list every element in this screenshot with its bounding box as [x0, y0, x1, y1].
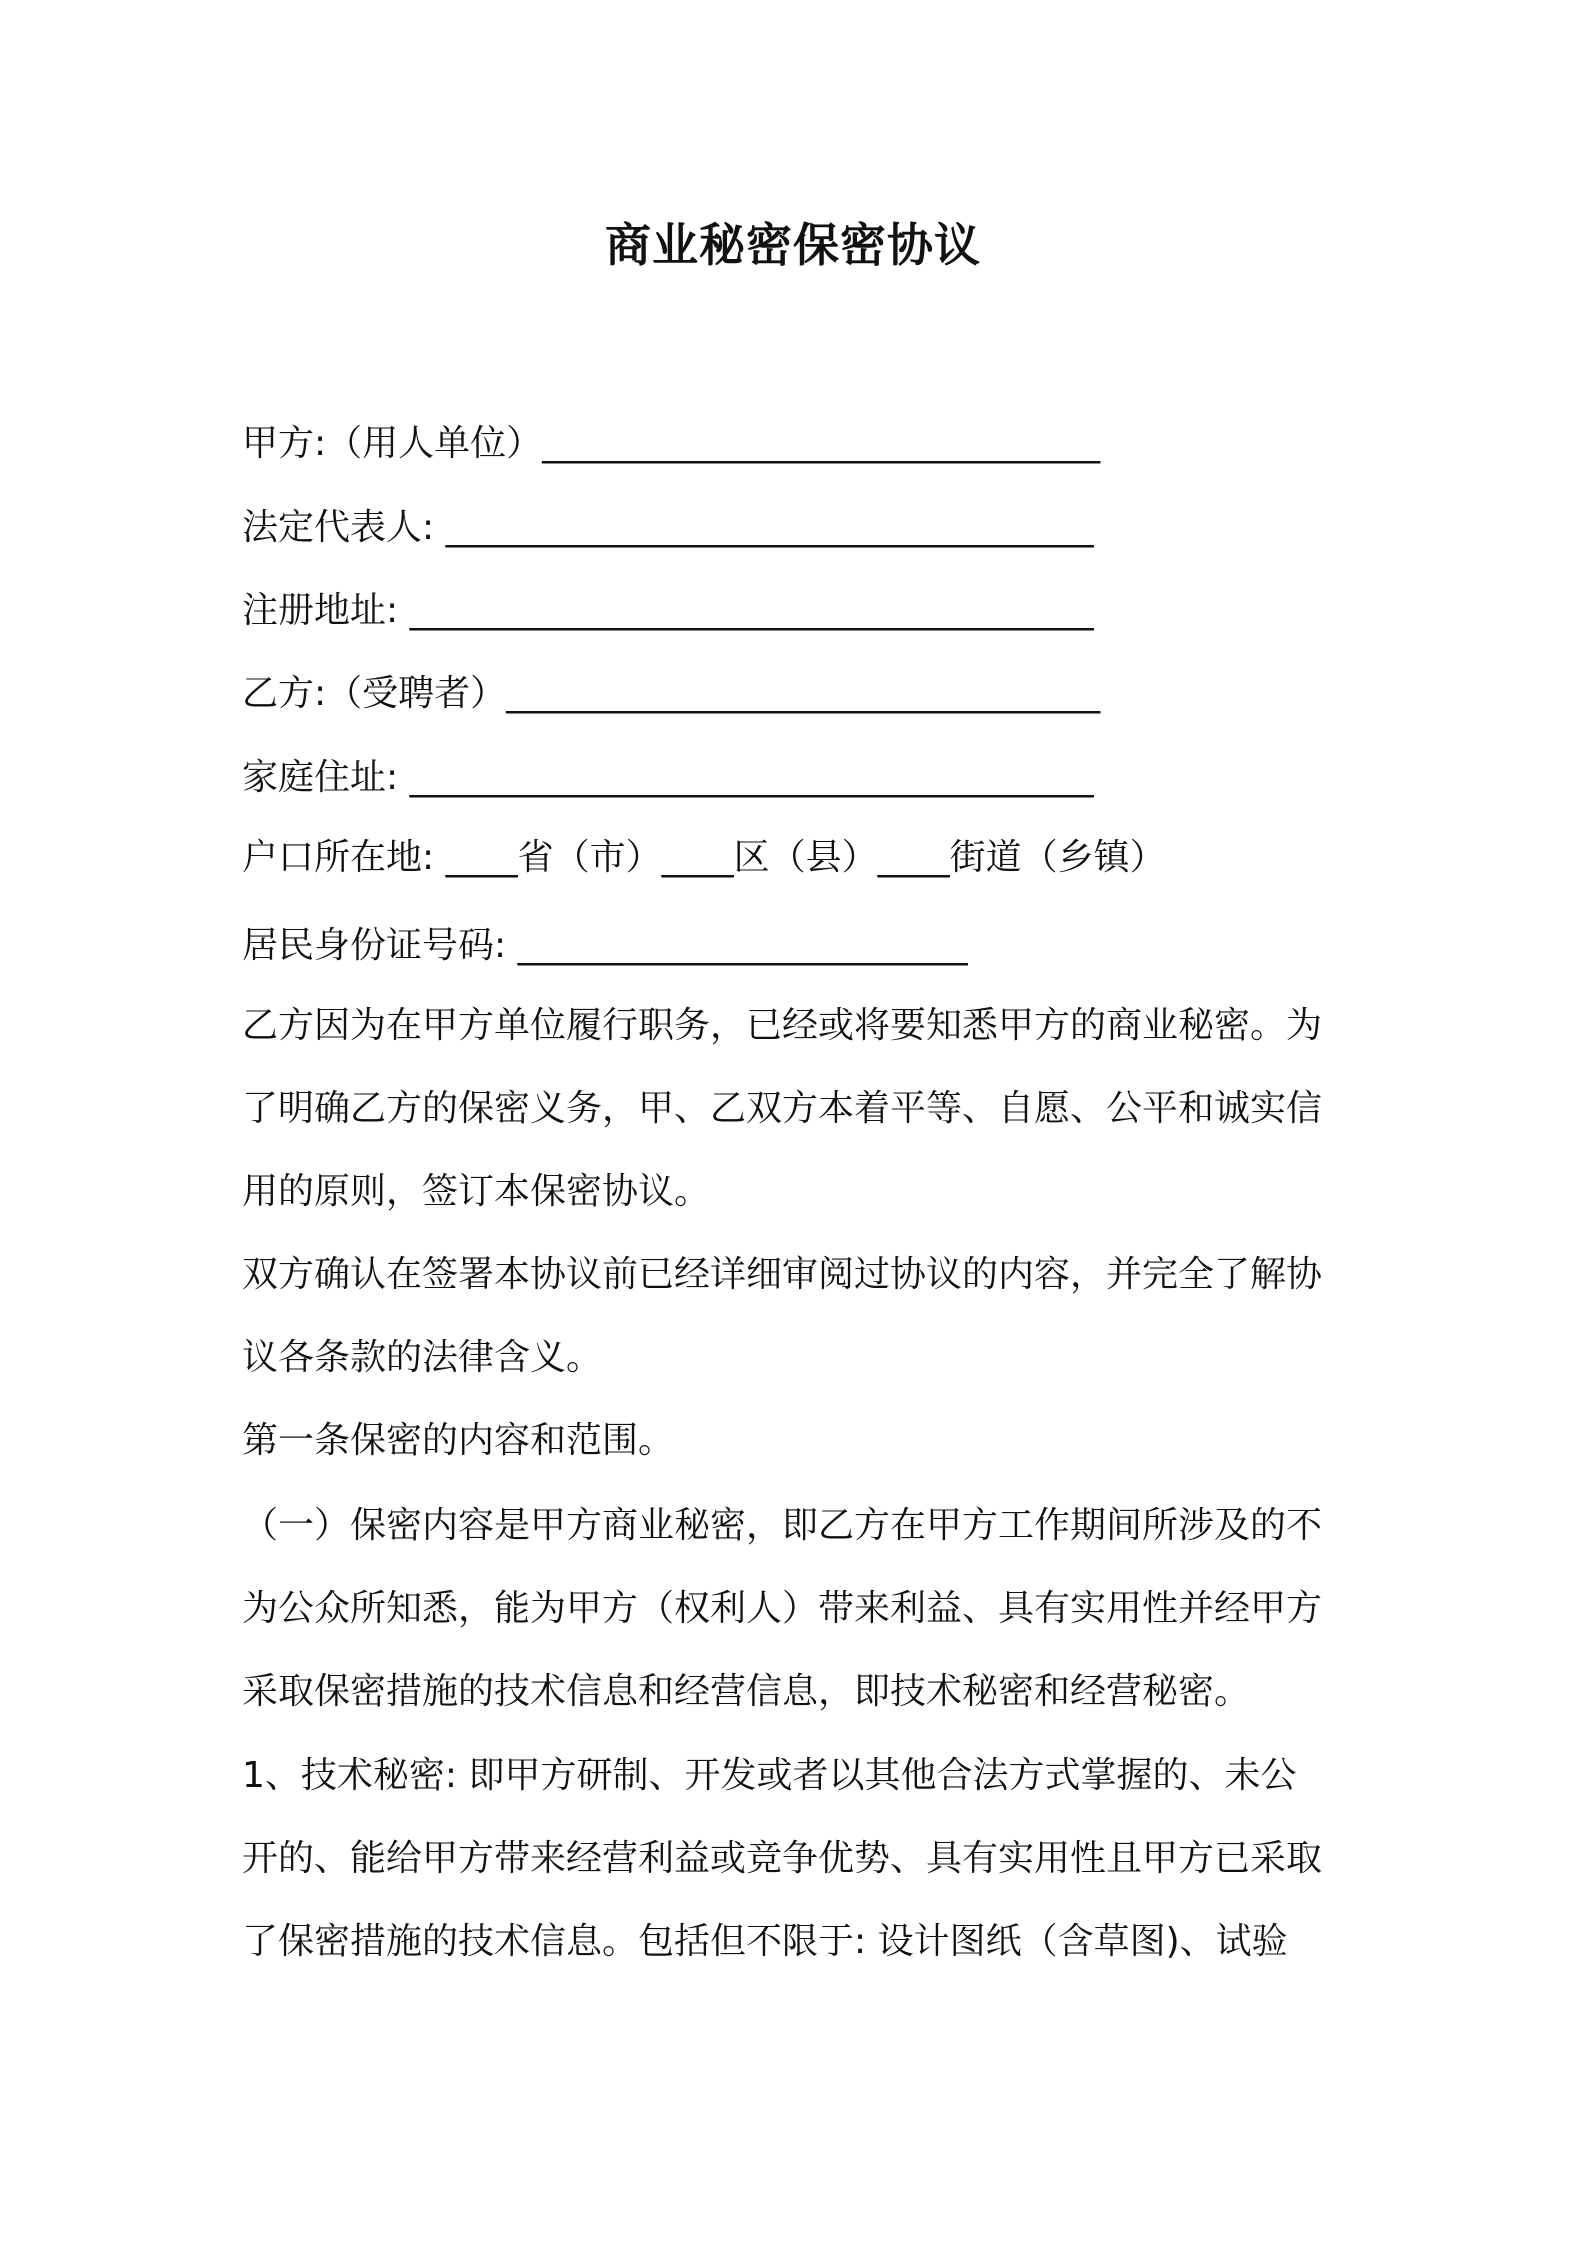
paragraph-line: 双方确认在签署本协议前已经详细审阅过协议的内容，并完全了解协 — [242, 1254, 1323, 1295]
registered-address-line: 注册地址: ______________________________________ — [242, 590, 1094, 631]
paragraph-line: 了保密措施的技术信息。包括但不限于: 设计图纸（含草图)、试验 — [242, 1921, 1288, 1962]
paragraph-line: 乙方因为在甲方单位履行职务，已经或将要知悉甲方的商业秘密。为 — [242, 1005, 1323, 1046]
page-title: 商业秘密保密协议 — [605, 218, 981, 272]
party-b-line: 乙方:（受聘者）_________________________________ — [242, 673, 1101, 714]
paragraph-line: （一）保密内容是甲方商业秘密，即乙方在甲方工作期间所涉及的不 — [242, 1505, 1323, 1546]
paragraph-line: 为公众所知悉，能为甲方（权利人）带来利益、具有实用性并经甲方 — [242, 1588, 1323, 1629]
paragraph-line: 1、技术秘密: 即甲方研制、开发或者以其他合法方式掌握的、未公 — [242, 1755, 1297, 1796]
legal-representative-line: 法定代表人: ____________________________________ — [242, 507, 1094, 548]
paragraph-line: 议各条款的法律含义。 — [242, 1337, 603, 1378]
section-heading: 第一条保密的内容和范围。 — [242, 1420, 675, 1461]
party-a-line: 甲方:（用人单位）_______________________________ — [242, 423, 1101, 464]
paragraph-line: 了明确乙方的保密义务，甲、乙双方本着平等、自愿、公平和诚实信 — [242, 1088, 1323, 1129]
paragraph-line: 采取保密措施的技术信息和经营信息，即技术秘密和经营秘密。 — [242, 1671, 1251, 1712]
home-address-line: 家庭住址: ______________________________________ — [242, 757, 1094, 798]
paragraph-line: 开的、能给甲方带来经营利益或竞争优势、具有实用性且甲方已采取 — [242, 1838, 1323, 1879]
paragraph-line: 用的原则，签订本保密协议。 — [242, 1171, 711, 1212]
household-registration-line: 户口所在地: ____省（市）____区（县）____街道（乡镇） — [242, 837, 1166, 878]
id-number-line: 居民身份证号码: _________________________ — [242, 925, 968, 966]
